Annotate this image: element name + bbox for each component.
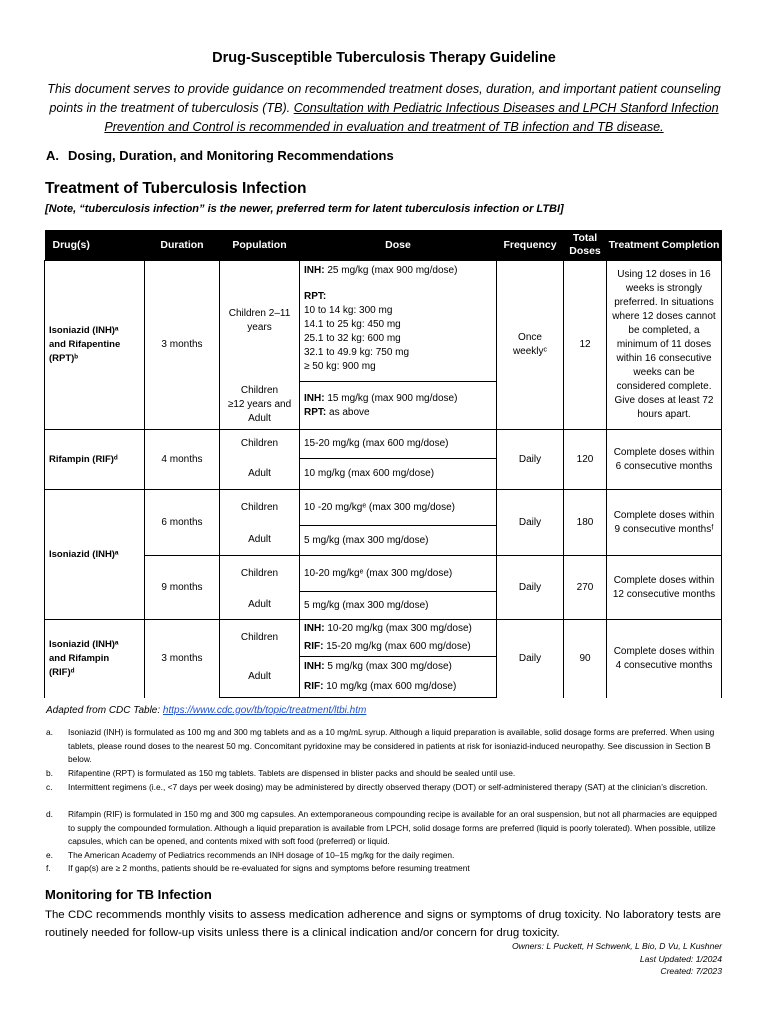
- table-row: [45, 620, 722, 657]
- duration-cell: 3 months: [145, 261, 220, 430]
- footnote-a: [46, 726, 722, 767]
- treatment-note: [Note, “tuberculosis infection” is the newer, preferred term for latent tuberculosis infection or LTBI]: [45, 203, 564, 215]
- population-line: ≥12 years and: [227, 399, 292, 411]
- created-line: Created: 7/2023: [660, 966, 722, 976]
- table-row: [45, 556, 722, 592]
- dose-value: 5 mg/kg (max 300 mg/dose): [324, 661, 452, 672]
- footnote-letter: a.: [46, 727, 53, 737]
- population-cell: Adult: [220, 459, 300, 490]
- completion-cell: Complete doses within 4 consecutive months: [607, 620, 722, 698]
- dose-cell: 10 mg/kg (max 600 mg/dose): [300, 459, 497, 490]
- header-completion: Treatment Completion: [607, 230, 722, 261]
- population-cell: Children 2–11 years: [220, 261, 300, 382]
- drug-inh-rpt: [45, 261, 145, 430]
- dose-line: 10 to 14 kg: 300 mg: [304, 305, 393, 316]
- frequency-cell: [497, 261, 564, 430]
- dose-value: 15-20 mg/kg (max 600 mg/dose): [323, 641, 471, 652]
- footnote-f: [46, 862, 722, 876]
- table-row: [45, 490, 722, 526]
- total-doses-cell: 12: [564, 261, 607, 430]
- source-citation: [46, 705, 366, 716]
- owners-line: Owners: L Puckett, H Schwenk, L Bio, D Vu, L Kushner: [511, 941, 722, 951]
- source-label: Adapted from CDC Table:: [46, 705, 163, 716]
- dosing-table: [44, 230, 722, 698]
- dose-value: as above: [326, 406, 370, 418]
- dose-value: 15 mg/kg (max 900 mg/dose): [324, 392, 458, 404]
- section-a-title: Dosing, Duration, and Monitoring Recommendations: [68, 148, 394, 163]
- dose-line: 32.1 to 49.9 kg: 750 mg: [304, 347, 410, 358]
- section-a-heading: [46, 148, 394, 163]
- dose-line: 14.1 to 25 kg: 450 mg: [304, 319, 401, 330]
- dose-cell: 10-20 mg/kgᵉ (max 300 mg/dose): [300, 556, 497, 592]
- population-cell: Adult: [220, 657, 300, 698]
- footnote-c: [46, 781, 722, 795]
- drug-line: Isoniazid (INH)ᵃ: [49, 638, 119, 650]
- footnote-e: [46, 849, 722, 863]
- header-frequency: Frequency: [497, 230, 564, 261]
- population-line: Children: [240, 385, 279, 397]
- cdc-link[interactable]: https://www.cdc.gov/tb/topic/treatment/ltbi.htm: [162, 705, 367, 716]
- dose-line: [304, 660, 492, 674]
- total-doses-cell: 180: [564, 490, 607, 556]
- treatment-heading: Treatment of Tuberculosis Infection: [45, 180, 307, 197]
- footnote-text: If gap(s) are ≥ 2 months, patients should be re-evaluated for signs and symptoms before resuming treatment: [68, 863, 470, 873]
- dose-cell: [300, 261, 497, 382]
- dose-line: 25.1 to 32 kg: 600 mg: [304, 333, 401, 344]
- footnote-letter: b.: [46, 768, 53, 778]
- dose-label: INH:: [304, 661, 325, 672]
- intro-paragraph: [40, 80, 728, 137]
- dose-line: [304, 264, 492, 278]
- dose-line: [304, 406, 492, 420]
- monitoring-text: The CDC recommends monthly visits to assess medication adherence and signs or symptoms of drug toxicity. No laboratory tests are routinely needed for follow-up visits unless there is a clinical indication and/or concern for drug toxicity.: [45, 909, 721, 939]
- dose-value: 25 mg/kg (max 900 mg/dose): [324, 265, 458, 276]
- document-meta: [512, 940, 722, 978]
- intro-consultation-text: Consultation with Pediatric Infectious Diseases and LPCH Stanford Infection Prevention and Control is recommended in evaluation and treatment of TB infection and TB disease.: [104, 101, 719, 134]
- drug-inh-rif: [45, 620, 145, 698]
- dose-cell: 15-20 mg/kg (max 600 mg/dose): [300, 430, 497, 459]
- frequency-cell: Daily: [497, 490, 564, 556]
- drug-rif: Rifampin (RIF)ᵈ: [45, 430, 145, 490]
- completion-cell: Using 12 doses in 16 weeks is strongly preferred. In situations where 12 doses cannot be completed, a minimum of 11 doses within 16 consecutive weeks can be considered complete. Give doses at least 72 hours apart.: [607, 261, 722, 430]
- footnote-b: [46, 767, 722, 781]
- footnote-text: Rifapentine (RPT) is formulated as 150 mg tablets. Tablets are dispensed in blister packs and should be sealed until use.: [68, 768, 516, 778]
- total-doses-cell: 270: [564, 556, 607, 620]
- spacer: [304, 278, 492, 290]
- dose-line: [304, 392, 492, 406]
- dose-label: INH:: [304, 392, 325, 404]
- dose-label: RIF:: [304, 681, 324, 692]
- population-cell: Children: [220, 490, 300, 526]
- frequency-cell: Daily: [497, 620, 564, 698]
- header-population: Population: [220, 230, 300, 261]
- dose-value: 10 mg/kg (max 600 mg/dose): [323, 681, 457, 692]
- header-dose: Dose: [300, 230, 497, 261]
- frequency-line: weeklyᶜ: [512, 346, 548, 357]
- document-title: Drug-Susceptible Tuberculosis Therapy Guideline: [212, 50, 556, 66]
- dose-label: INH:: [304, 265, 325, 276]
- drug-line: (RIF)ᵈ: [49, 666, 75, 678]
- population-cell: Children: [220, 556, 300, 592]
- dose-cell: [300, 657, 497, 698]
- dose-line: [304, 640, 492, 654]
- dose-line: [304, 622, 492, 636]
- intro-text: This document serves to provide guidance on recommended treatment doses, duration, and important patient counseling points in the treatment of tuberculosis (TB).: [47, 82, 721, 115]
- completion-cell: Complete doses within 12 consecutive months: [607, 556, 722, 620]
- completion-cell: Complete doses within 6 consecutive months: [607, 430, 722, 490]
- drug-line: and Rifampin: [49, 652, 110, 664]
- drug-inh: Isoniazid (INH)ᵃ: [45, 490, 145, 620]
- section-a-number: A.: [46, 148, 59, 163]
- footnote-text: Isoniazid (INH) is formulated as 100 mg and 300 mg tablets and as a 10 mg/mL syrup. Although a liquid preparation is available, solid dosage forms are preferred. When using tablets, please round doses to the nearest 50 mg. Concomitant pyridoxine may be considered in patients at risk for isoniazid-induced neuropathy. See discussion in Section B below.: [68, 727, 715, 765]
- population-cell: Adult: [220, 592, 300, 620]
- total-doses-cell: 90: [564, 620, 607, 698]
- drug-line: (RPT)ᵇ: [49, 353, 79, 364]
- footnote-letter: c.: [46, 782, 53, 792]
- dose-cell: 5 mg/kg (max 300 mg/dose): [300, 526, 497, 556]
- footnote-text: The American Academy of Pediatrics recommends an INH dosage of 10–15 mg/kg for the daily regimen.: [68, 850, 455, 860]
- dose-cell: [300, 382, 497, 430]
- dose-line: ≥ 50 kg: 900 mg: [304, 361, 376, 372]
- last-updated-line: Last Updated: 1/2024: [639, 953, 722, 964]
- population-line: Adult: [248, 413, 271, 425]
- dose-value: 10-20 mg/kg (max 300 mg/dose): [324, 623, 472, 634]
- duration-cell: 9 months: [145, 556, 220, 620]
- header-drugs: Drug(s): [45, 230, 145, 261]
- population-cell: Adult: [220, 526, 300, 556]
- footnote-letter: e.: [46, 850, 53, 860]
- total-doses-cell: 120: [564, 430, 607, 490]
- population-cell: Children: [220, 620, 300, 657]
- dose-label: RPT:: [304, 406, 327, 418]
- dose-label: RPT:: [304, 291, 327, 302]
- footnote-text: Intermittent regimens (i.e., <7 days per week dosing) may be administered by directly observed therapy (DOT) or self-administered therapy (SAT) at the clinician’s discretion.: [68, 782, 708, 792]
- duration-cell: 6 months: [145, 490, 220, 556]
- table-row: [45, 430, 722, 459]
- completion-cell: Complete doses within 9 consecutive monthsᶠ: [607, 490, 722, 556]
- drug-line: Isoniazid (INH)ᵃ: [49, 325, 119, 336]
- duration-cell: 3 months: [145, 620, 220, 698]
- footnote-letter: d.: [46, 809, 53, 819]
- dose-label: RIF:: [304, 641, 324, 652]
- header-total-doses: Total Doses: [564, 230, 607, 261]
- frequency-cell: Daily: [497, 556, 564, 620]
- table-header-row: [45, 230, 722, 261]
- drug-line: and Rifapentine: [49, 339, 121, 350]
- dose-cell: 5 mg/kg (max 300 mg/dose): [300, 592, 497, 620]
- dose-line: [304, 680, 492, 694]
- footnote-d: [46, 808, 722, 849]
- table-row: [45, 261, 722, 382]
- dose-cell: 10 -20 mg/kgᵉ (max 300 mg/dose): [300, 490, 497, 526]
- population-cell: Children: [220, 430, 300, 459]
- monitoring-heading: Monitoring for TB Infection: [45, 887, 212, 902]
- frequency-cell: Daily: [497, 430, 564, 490]
- header-duration: Duration: [145, 230, 220, 261]
- footnote-letter: f.: [46, 863, 51, 873]
- population-cell: [220, 382, 300, 430]
- duration-cell: 4 months: [145, 430, 220, 490]
- frequency-line: Once: [518, 332, 542, 343]
- dose-cell: [300, 620, 497, 657]
- dose-label: INH:: [304, 623, 325, 634]
- footnote-text: Rifampin (RIF) is formulated in 150 mg and 300 mg capsules. An extemporaneous compounding recipe is available for an oral suspension, but not all pharmacies are equipped to supply the compounded formulation. Although a liquid preparation is available from LPCH, solid dosage forms are preferred (liquid is poorly tolerated). When possible, utilize capsules, which can be opened, and contents mixed with soft food (preferred) or liquid.: [68, 809, 717, 847]
